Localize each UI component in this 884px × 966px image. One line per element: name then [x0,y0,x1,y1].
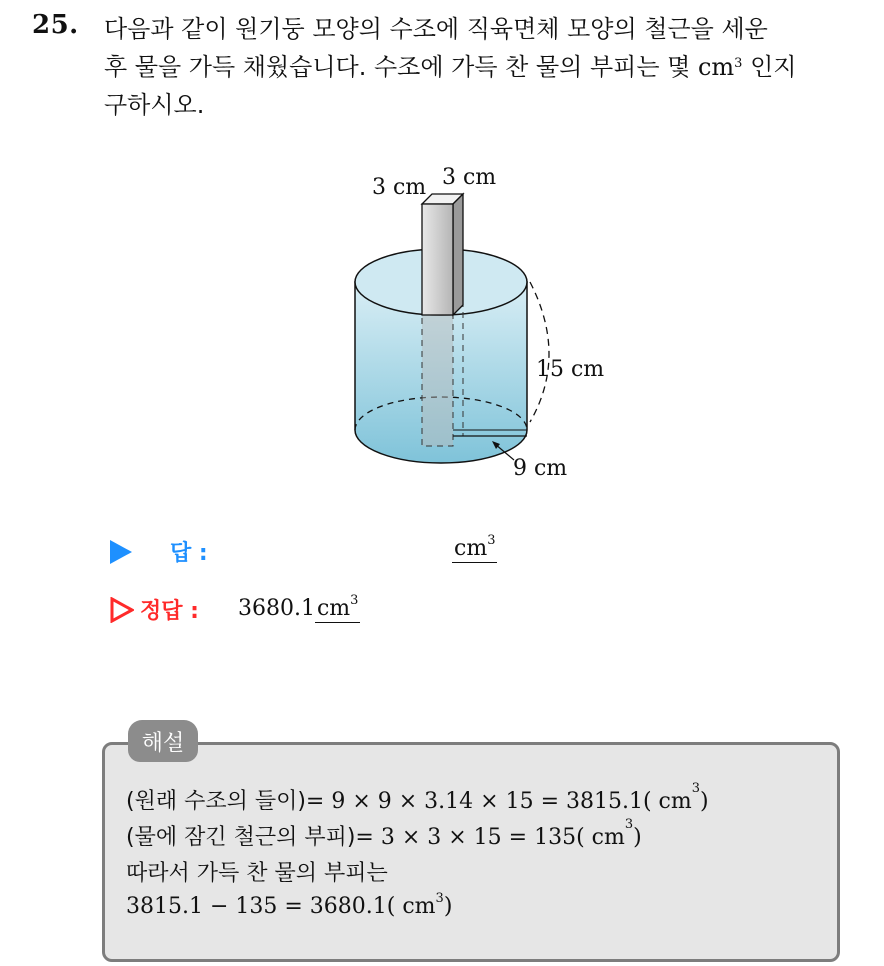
question-line-3: 구하시오. [104,91,205,119]
question-line-2-text: 후 물을 가득 채웠습니다. 수조에 가득 찬 물의 부피는 몇 [104,53,698,81]
solution-line-4-math: 3815.1 − 135 = 3680.1( cm [126,894,436,919]
solution-line-4 [126,891,453,919]
solution-line-2-end: ) [633,825,642,850]
label-radius: 9 cm [513,456,568,481]
bar-side-face [453,194,463,315]
label-height: 15 cm [536,357,605,382]
solution-box [102,742,840,962]
outline-triangle-icon [110,597,134,623]
question-text [104,10,864,124]
correct-value-unit [315,593,360,623]
solution-line-2 [126,817,642,851]
unit-exponent: 3 [734,56,743,71]
play-triangle-icon [110,540,132,564]
solution-tab: 해설 [128,720,198,762]
solution-line-1-end: ) [700,789,709,814]
answer-unit-text: cm [454,536,488,561]
cylinder-figure [330,160,630,490]
question-number: 25. [32,10,79,40]
solution-line-1-exponent: 3 [691,781,701,796]
correct-answer-label: 정답 : [140,599,199,624]
question-line-2 [104,48,864,86]
unit-cm: cm [697,53,735,81]
answer-row [110,534,530,570]
answer-label: 답 : [170,541,208,566]
solution-line-3: 따라서 가득 찬 물의 부피는 [126,861,388,886]
correct-value-number: 3680.1 [238,596,315,621]
question-line-1: 다음과 같이 원기둥 모양의 수조에 직육면체 모양의 철근을 세운 [104,15,768,43]
label-width: 3 cm [372,175,427,200]
correct-unit-text: cm [316,596,351,621]
solution-line-1-math: = 9 × 9 × 3.14 × 15 = 3815.1( cm [305,789,692,814]
solution-line-4-exponent: 3 [435,891,444,906]
answer-input-unit[interactable] [452,533,497,563]
label-depth: 3 cm [442,165,497,190]
height-arc [530,282,549,422]
question-line-2-end: 인지 [742,53,797,81]
correct-answer-value [238,593,360,621]
correct-unit-exponent: 3 [350,593,359,608]
bar-submerged [422,300,453,446]
solution-line-4-end: ) [443,894,453,919]
solution-line-1 [126,781,709,815]
solution-line-2-exponent: 3 [624,817,634,832]
solution-line-1-label: (원래 수조의 들이) [126,789,306,814]
solution-line-2-label: (물에 잠긴 철근의 부피) [126,825,356,850]
answer-unit-exponent: 3 [487,533,496,548]
bar-front-face [422,204,453,315]
solution-line-2-math: = 3 × 3 × 15 = 135( cm [355,825,625,850]
question-unit [698,53,742,81]
correct-answer-row [110,594,530,630]
